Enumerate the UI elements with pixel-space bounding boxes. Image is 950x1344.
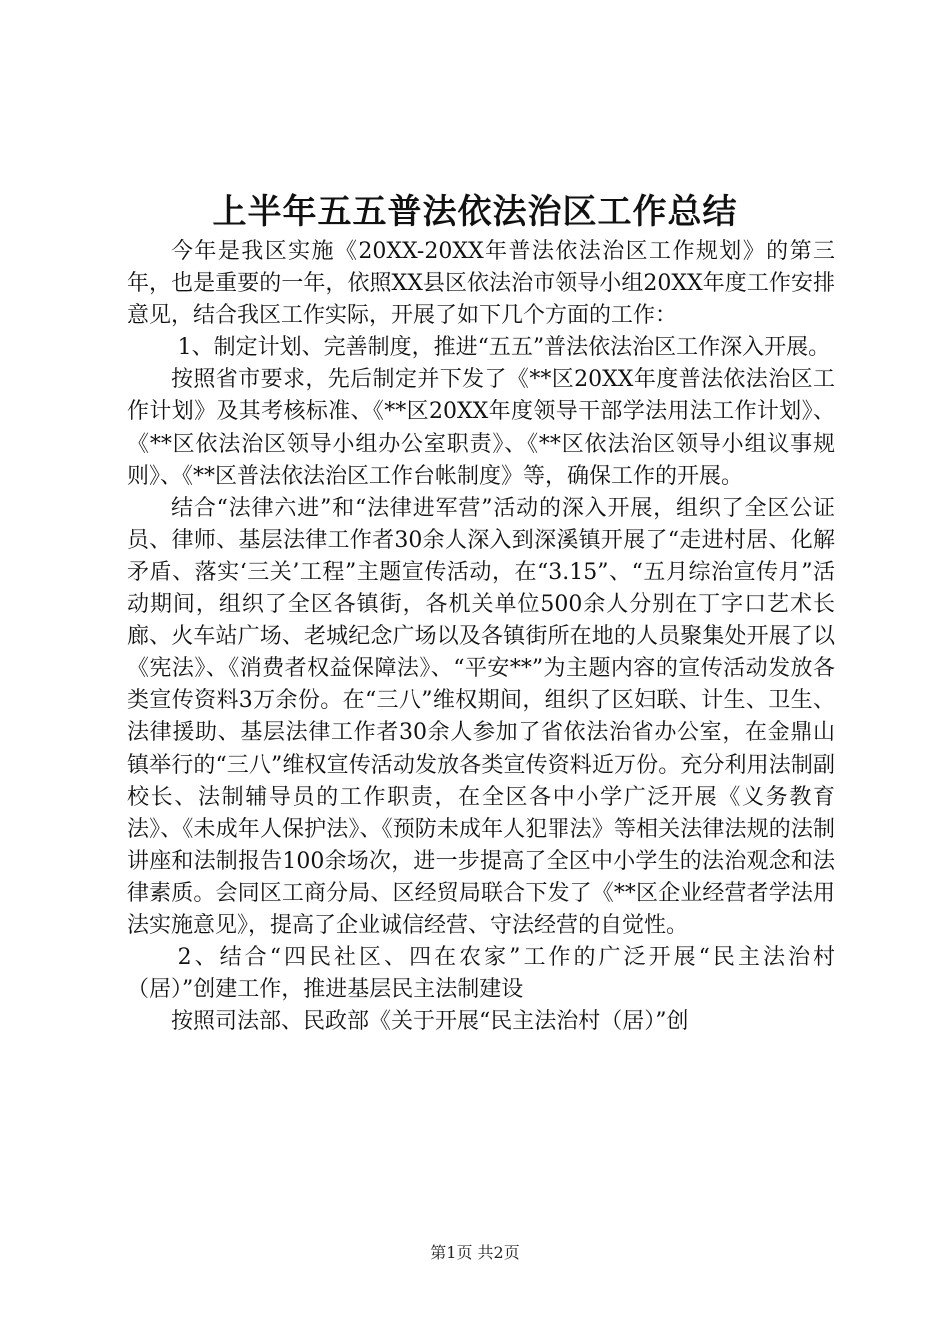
document-title: 上半年五五普法依法治区工作总结 <box>212 192 738 232</box>
body-paragraph: 结合“法律六进”和“法律进军营”活动的深入开展，组织了全区公证员、律师、基层法律工作者30余人深入到深溪镇开展了“走进村居、化解矛盾、落实‘三关’工程”主题宣传活动，在“3.15”、“五月综治宣传月”活动期间，组织了全区各镇街，各机关单位500余人分别在丁字口艺术长廊、火车站广场、老城纪念广场以及各镇街所在地的人员聚集处开展了以《宪法》、《消费者权益保障法》、“平安**”为主题内容的宣传活动发放各类宣传资料3万余份。在“三八”维权期间，组织了区妇联、计生、卫生、法律援助、基层法律工作者30余人参加了省依法治省办公室，在金鼎山镇举行的“三八”维权宣传活动发放各类宣传资料近万份。充分利用法制副校长、法制辅导员的工作职责，在全区各中小学广泛开展《义务教育法》、《未成年人保护法》、《预防未成年人犯罪法》等相关法律法规的法制讲座和法制报告100余场次，进一步提高了全区中小学生的法治观念和法律素质。会同区工商分局、区经贸局联合下发了《**区企业经营者学法用法实施意见》，提高了企业诚信经营、守法经营的自觉性。 <box>127 495 835 938</box>
body-paragraph: 按照省市要求，先后制定并下发了《**区20XX年度普法依法治区工作计划》及其考核标准、《**区20XX年度领导干部学法用法工作计划》、《**区依法治区领导小组办公室职责》、《**区依法治区领导小组议事规则》、《**区普法依法治区工作台帐制度》等，确保工作的开展。 <box>127 367 835 489</box>
section-heading-1: 1、制定计划、完善制度，推进“五五”普法依法治区工作深入开展。 <box>177 335 831 361</box>
document-body <box>127 236 835 1038</box>
intro-paragraph: 今年是我区实施《20XX-20XX年普法依法治区工作规划》的第三年，也是重要的一年，依照XX县区依法治市领导小组20XX年度工作安排意见，结合我区工作实际，开展了如下几个方面的工作： <box>127 239 835 329</box>
page-footer: 第1页 共2页 <box>430 1243 520 1262</box>
body-paragraph: 按照司法部、民政部《关于开展“民主法治村（居）”创 <box>171 1009 689 1035</box>
section-heading-2: 2、结合“四民社区、四在农家”工作的广泛开展“民主法治村（居）”创建工作，推进基层民主法制建设 <box>127 945 835 1003</box>
